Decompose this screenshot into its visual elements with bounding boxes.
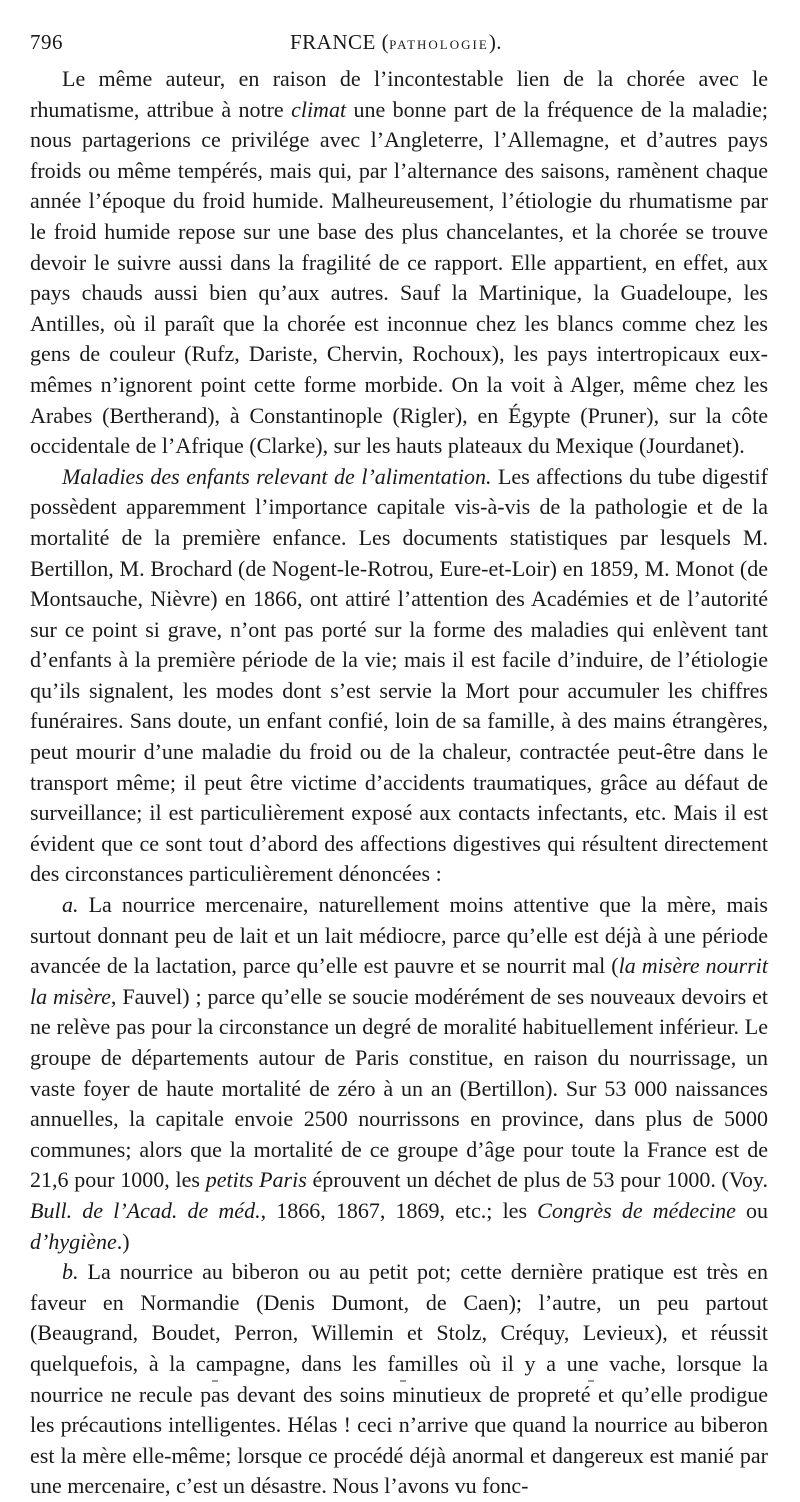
citation: Congrès de médecine <box>537 1197 736 1223</box>
paragraph-text: Les affections du tube digestif possèdent apparemment l’importance capitale vis-à-vis de la pathologie et de la mortalité de la première enfance. Les documents statistiques par lesquels M. Bertillon, M. Brochard (de Nogent-le-Rotrou, Eure-et-Loir) en 1859, M. Monot (de Montsauche, Nièvre) en 1866, ont attiré l’attention des Académies et de l’autorité sur ce point si grave, n’ont pas porté sur la forme des maladies qui enlèvent tant d’enfants à la première période de la vie; mais il est facile d’induire, de l’étiologie qu’ils signalent, les modes dont s’est servie la Mort pour accumuler les chiffres funéraires. Sans doute, un enfant confié, loin de sa famille, à des mains étrangères, peut mourir d’une maladie du froid ou de la chaleur, contractée peut-être dans le transport même; il peut être victime d’accidents traumatiques, grâce au défaut de surveillance; il est particulièrement exposé aux contacts infectants, etc. Mais il est évident que ce sont tout d’abord des affections digestives qui résultent directement des circonstances particulièrement dénoncées : <box>30 463 768 887</box>
paragraph-text: éprouvent un déchet de plus de 53 pour 1000. (Voy. <box>306 1167 769 1193</box>
paragraph-text: , Fauvel) ; parce qu’elle se soucie modérément de ses nouveaux devoirs et ne relève pas pour la circonstance un degré de moralité habituellement inférieur. Le groupe de départements autour de Paris constitue, en raison du nourrissage, un vaste foyer de haute mortalité de zéro à un an (Bertillon). Sur 53 000 naissances annuelles, la capitale envoie 2500 nourrissons en province, dans plus de 5000 communes; alors que la mortalité de ce groupe d’âge pour toute la France est de 21,6 pour 1000, les <box>30 983 768 1193</box>
running-header <box>30 30 768 64</box>
paragraph-text: ou <box>735 1197 768 1223</box>
item-marker: a. <box>62 892 79 918</box>
page-number: 796 <box>30 30 63 54</box>
paragraph-childhood-diseases <box>30 462 768 890</box>
citation: d’hygiène <box>30 1228 117 1254</box>
paragraph-text: , 1866, 1867, 1869, etc.; les <box>260 1197 538 1223</box>
paragraph-text: Le même auteur, en raison de l’incontestable lien de la chorée avec le rhumatisme, attribue à notre climat une bonne part de la fréquence de la maladie; nous partagerions ce privilége avec l’Angleterre, l’Allemagne, et d’autres pays froids ou même tempérés, mais qui, par l’alternance des saisons, ramènent chaque année l’époque du froid humide. Malheureusement, l’étiologie du rhumatisme par le froid humide repose sur une base des plus chancelantes, et la chorée se trouve devoir le suivre aussi dans la fragilité de ce rapport. Elle appartient, en effet, aux pays chauds aussi bien qu’aux autres. Sauf la Martinique, la Guadeloupe, les Antilles, où il paraît que la chorée est inconnue chez les blancs comme chez les gens de couleur (Rufz, Dariste, Chervin, Rochoux), les pays intertropicaux eux-mêmes n’ignorent point cette forme morbide. On la voit à Alger, même chez les Arabes (Bertherand), à Constantinople (Rigler), en Égypte (Pruner), sur la côte occidentale de l’Afrique (Clarke), sur les hauts plateaux du Mexique (Jourdanet). <box>30 66 768 459</box>
page <box>30 30 768 1502</box>
emphasis: petits Paris <box>205 1167 307 1193</box>
running-title-main: FRANCE <box>290 30 376 54</box>
emphasis: climat <box>291 96 347 122</box>
paragraph-text: .) <box>116 1228 130 1254</box>
footer-marks <box>0 1380 800 1400</box>
paragraph-text: La nourrice mercenaire, naturellement moins attentive que la mère, mais surtout donnant peu de lait et un lait médiocre, parce qu’elle est déjà à une période avancée de la lactation, parce qu’elle est pauvre et se nourrit mal ( <box>30 892 768 979</box>
paragraph-chorea-climate <box>30 64 768 462</box>
body-text <box>30 64 768 1502</box>
running-title: FRANCE (PATHOLOGIE). <box>290 30 503 54</box>
mark <box>212 1380 218 1382</box>
mark <box>588 1380 594 1382</box>
paragraph-text: La nourrice au biberon ou au petit pot; cette dernière pratique est très en faveur en Normandie (Denis Dumont, de Caen); l’autre, un peu partout (Beaugrand, Boudet, Perron, Willemin et Stolz, Créquy, Levieux), et réussit quelquefois, à la campagne, dans les familles où il y a une vache, lorsque la nourrice ne recule pas devant des soins minutieux de propreté et qu’elle prodigue les précautions intelligentes. Hélas ! ceci n’arrive que quand la nourrice au biberon est la mère elle-même; lorsque ce procédé déjà anormal et dangereux est manié par une mercenaire, c’est un désastre. Nous l’avons vu fonc- <box>30 1259 768 1499</box>
item-marker: b. <box>62 1259 79 1285</box>
quote: la misère nourrit la misère <box>30 953 768 1009</box>
running-title-sub: PATHOLOGIE <box>389 37 489 52</box>
mark <box>400 1380 406 1382</box>
paragraph-item-a <box>30 890 768 1257</box>
citation: Bull. de l’Acad. de méd. <box>30 1197 261 1223</box>
section-heading: Maladies des enfants relevant de l’alimentation. <box>62 463 492 489</box>
